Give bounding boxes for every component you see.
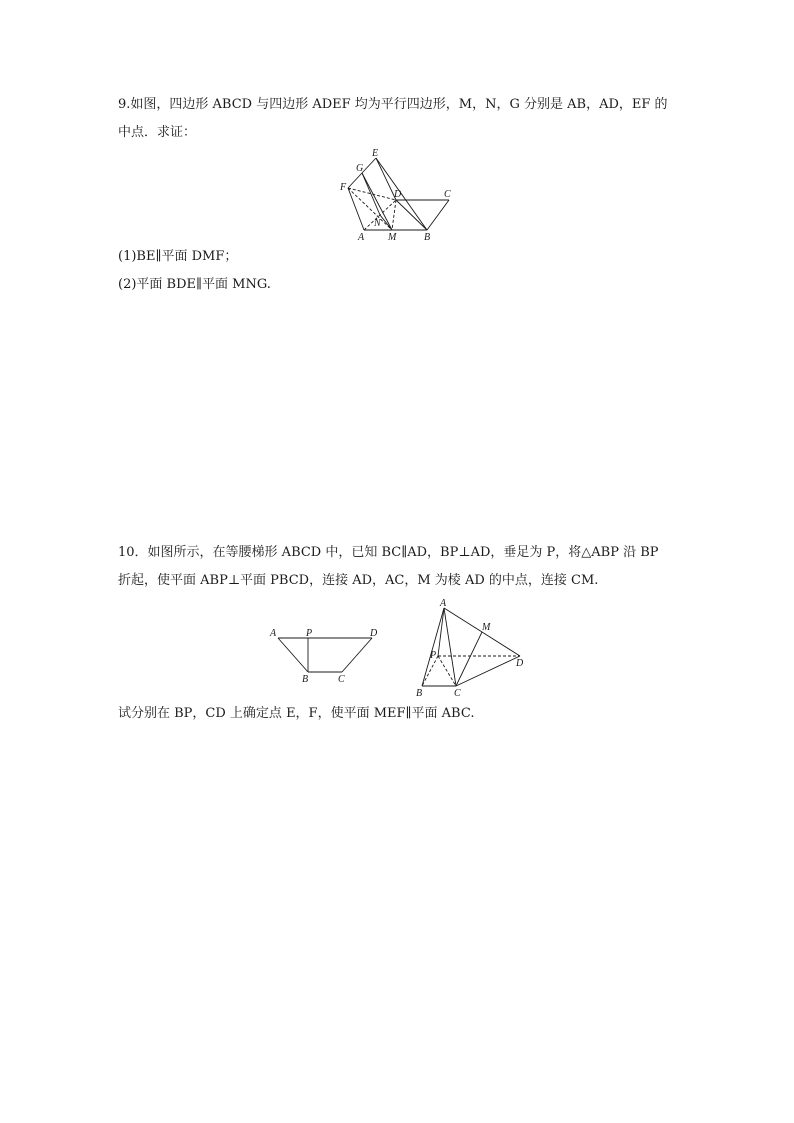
problem10-figure-folded: [412, 596, 538, 700]
label-A: A: [270, 628, 277, 639]
problem10-line2: 折起，使平面 ABP⊥平面 PBCD，连接 AD，AC，M 为棱 AD 的中点，连接 CM.: [118, 573, 599, 588]
label-D: D: [394, 189, 402, 200]
problem9-line1: 9.如图，四边形 ABCD 与四边形 ADEF 均为平行四边形，M，N，G 分别是 AB，AD，EF 的: [118, 97, 668, 112]
label-E: E: [372, 148, 379, 159]
problem10-figure-trapezoid: [266, 622, 386, 688]
label-F: F: [340, 182, 347, 193]
label-A: A: [358, 232, 365, 242]
label-P: P: [430, 650, 437, 661]
problem9-part1: (1)BE∥平面 DMF；: [118, 249, 238, 264]
label-B: B: [416, 688, 423, 699]
label-M: M: [388, 232, 397, 242]
label-G: G: [356, 163, 364, 174]
label-C: C: [454, 688, 461, 699]
problem10-line1: 10．如图所示，在等腰梯形 ABCD 中，已知 BC∥AD，BP⊥AD，垂足为 P，将△ABP 沿 BP: [118, 545, 659, 560]
problem10-line3: 试分别在 BP，CD 上确定点 E，F，使平面 MEF∥平面 ABC.: [118, 706, 475, 721]
problem9-part2: (2)平面 BDE∥平面 MNG.: [118, 277, 271, 292]
label-B: B: [302, 674, 309, 685]
label-P: P: [306, 628, 313, 639]
label-D: D: [370, 628, 378, 639]
label-C: C: [444, 189, 451, 200]
problem9-line2: 中点．求证：: [118, 125, 197, 140]
label-A: A: [440, 598, 447, 609]
label-B: B: [424, 232, 431, 242]
label-D: D: [516, 658, 524, 669]
label-M: M: [482, 622, 491, 633]
label-N: N: [374, 218, 381, 229]
problem9-figure: [336, 146, 460, 242]
label-C: C: [338, 674, 345, 685]
